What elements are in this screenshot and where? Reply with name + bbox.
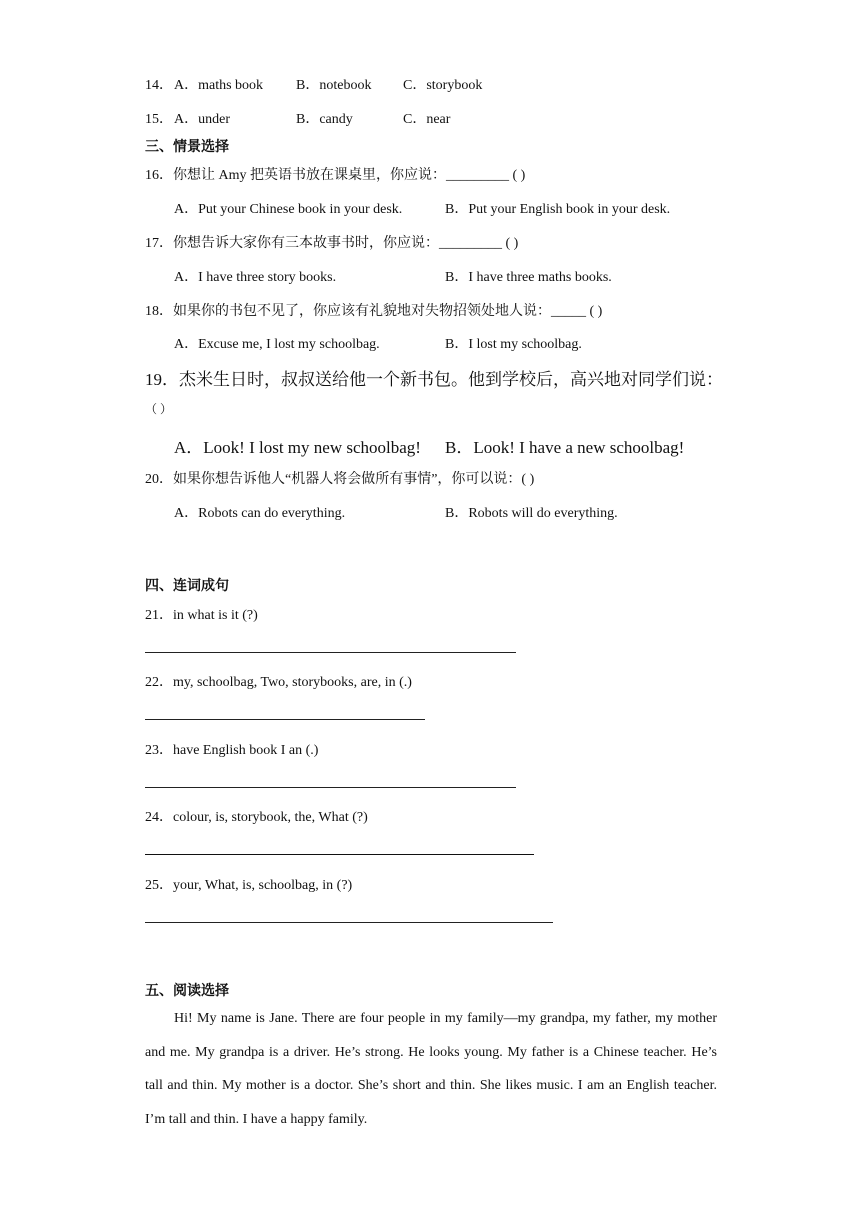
q19-option-a: A．Look! I lost my new schoolbag! <box>174 438 421 457</box>
question-14-number: 14． <box>145 78 173 93</box>
q14-option-a: A．maths book <box>174 78 264 93</box>
q18-option-b: B．I lost my schoolbag. <box>445 337 582 352</box>
q19-option-b: B．Look! I have a new schoolbag! <box>445 438 685 457</box>
q21-answer-line <box>145 652 516 653</box>
q19-answer-paren: （ ） <box>145 402 173 416</box>
question-24: 24．colour, is, storybook, the, What (?) <box>145 810 368 825</box>
q19-option-b-label <box>445 433 684 458</box>
q16-option-b: B．Put your English book in your desk. <box>445 202 671 217</box>
reading-passage: Hi! My name is Jane. There are four people in my family—my grandpa, my father, my mother and me. My grandpa is a driver. He’s strong. He looks young. My father is a Chinese teacher. He’s tall and thin. My mother is a doctor. She’s short and thin. She likes music. I am an English teacher. I’m tall and thin. I have a happy family. <box>145 1011 717 1127</box>
q24-answer-line <box>145 854 534 855</box>
q23-answer-line <box>145 787 516 788</box>
q18-option-a: A．Excuse me, I lost my schoolbag. <box>174 337 380 352</box>
question-21: 21．in what is it (?) <box>145 608 258 623</box>
section-3-heading: 三、情景选择 <box>145 140 229 155</box>
question-15-number: 15． <box>145 112 173 127</box>
section-4-heading: 四、连词成句 <box>145 579 229 594</box>
q15-option-b: B．candy <box>296 112 353 127</box>
question-23: 23．have English book I an (.) <box>145 743 319 758</box>
q16-option-a: A．Put your Chinese book in your desk. <box>174 202 403 217</box>
q14-option-c: C．storybook <box>403 78 483 93</box>
q22-answer-line <box>145 719 425 720</box>
q17-option-b: B．I have three maths books. <box>445 270 612 285</box>
question-25: 25．your, What, is, schoolbag, in (?) <box>145 878 353 893</box>
question-22: 22．my, schoolbag, Two, storybooks, are, in (.) <box>145 675 412 690</box>
question-20-stem: 20．如果你想告诉他人“机器人将会做所有事情”，你可以说：( ) <box>145 472 535 487</box>
q15-option-c: C．near <box>403 112 451 127</box>
q25-answer-line <box>145 922 553 923</box>
question-17-stem: 17．你想告诉大家你有三本故事书时，你应说：_________ ( ) <box>145 236 519 251</box>
q17-option-a: A．I have three story books. <box>174 270 337 285</box>
q20-option-b: B．Robots will do everything. <box>445 506 618 521</box>
section-5-heading: 五、阅读选择 <box>145 984 229 999</box>
q14-option-b: B．notebook <box>296 78 372 93</box>
question-16-stem: 16．你想让 Amy 把英语书放在课桌里，你应说：_________ ( ) <box>145 168 526 183</box>
q20-option-a: A．Robots can do everything. <box>174 506 346 521</box>
q19-option-a-label <box>174 433 421 458</box>
question-19-stem: 19．杰米生日时，叔叔送给他一个新书包。他到学校后，高兴地对同学们说： <box>145 370 723 389</box>
question-18-stem: 18．如果你的书包不见了，你应该有礼貌地对失物招领处地人说：_____ ( ) <box>145 304 603 319</box>
q15-option-a: A．under <box>174 112 230 127</box>
